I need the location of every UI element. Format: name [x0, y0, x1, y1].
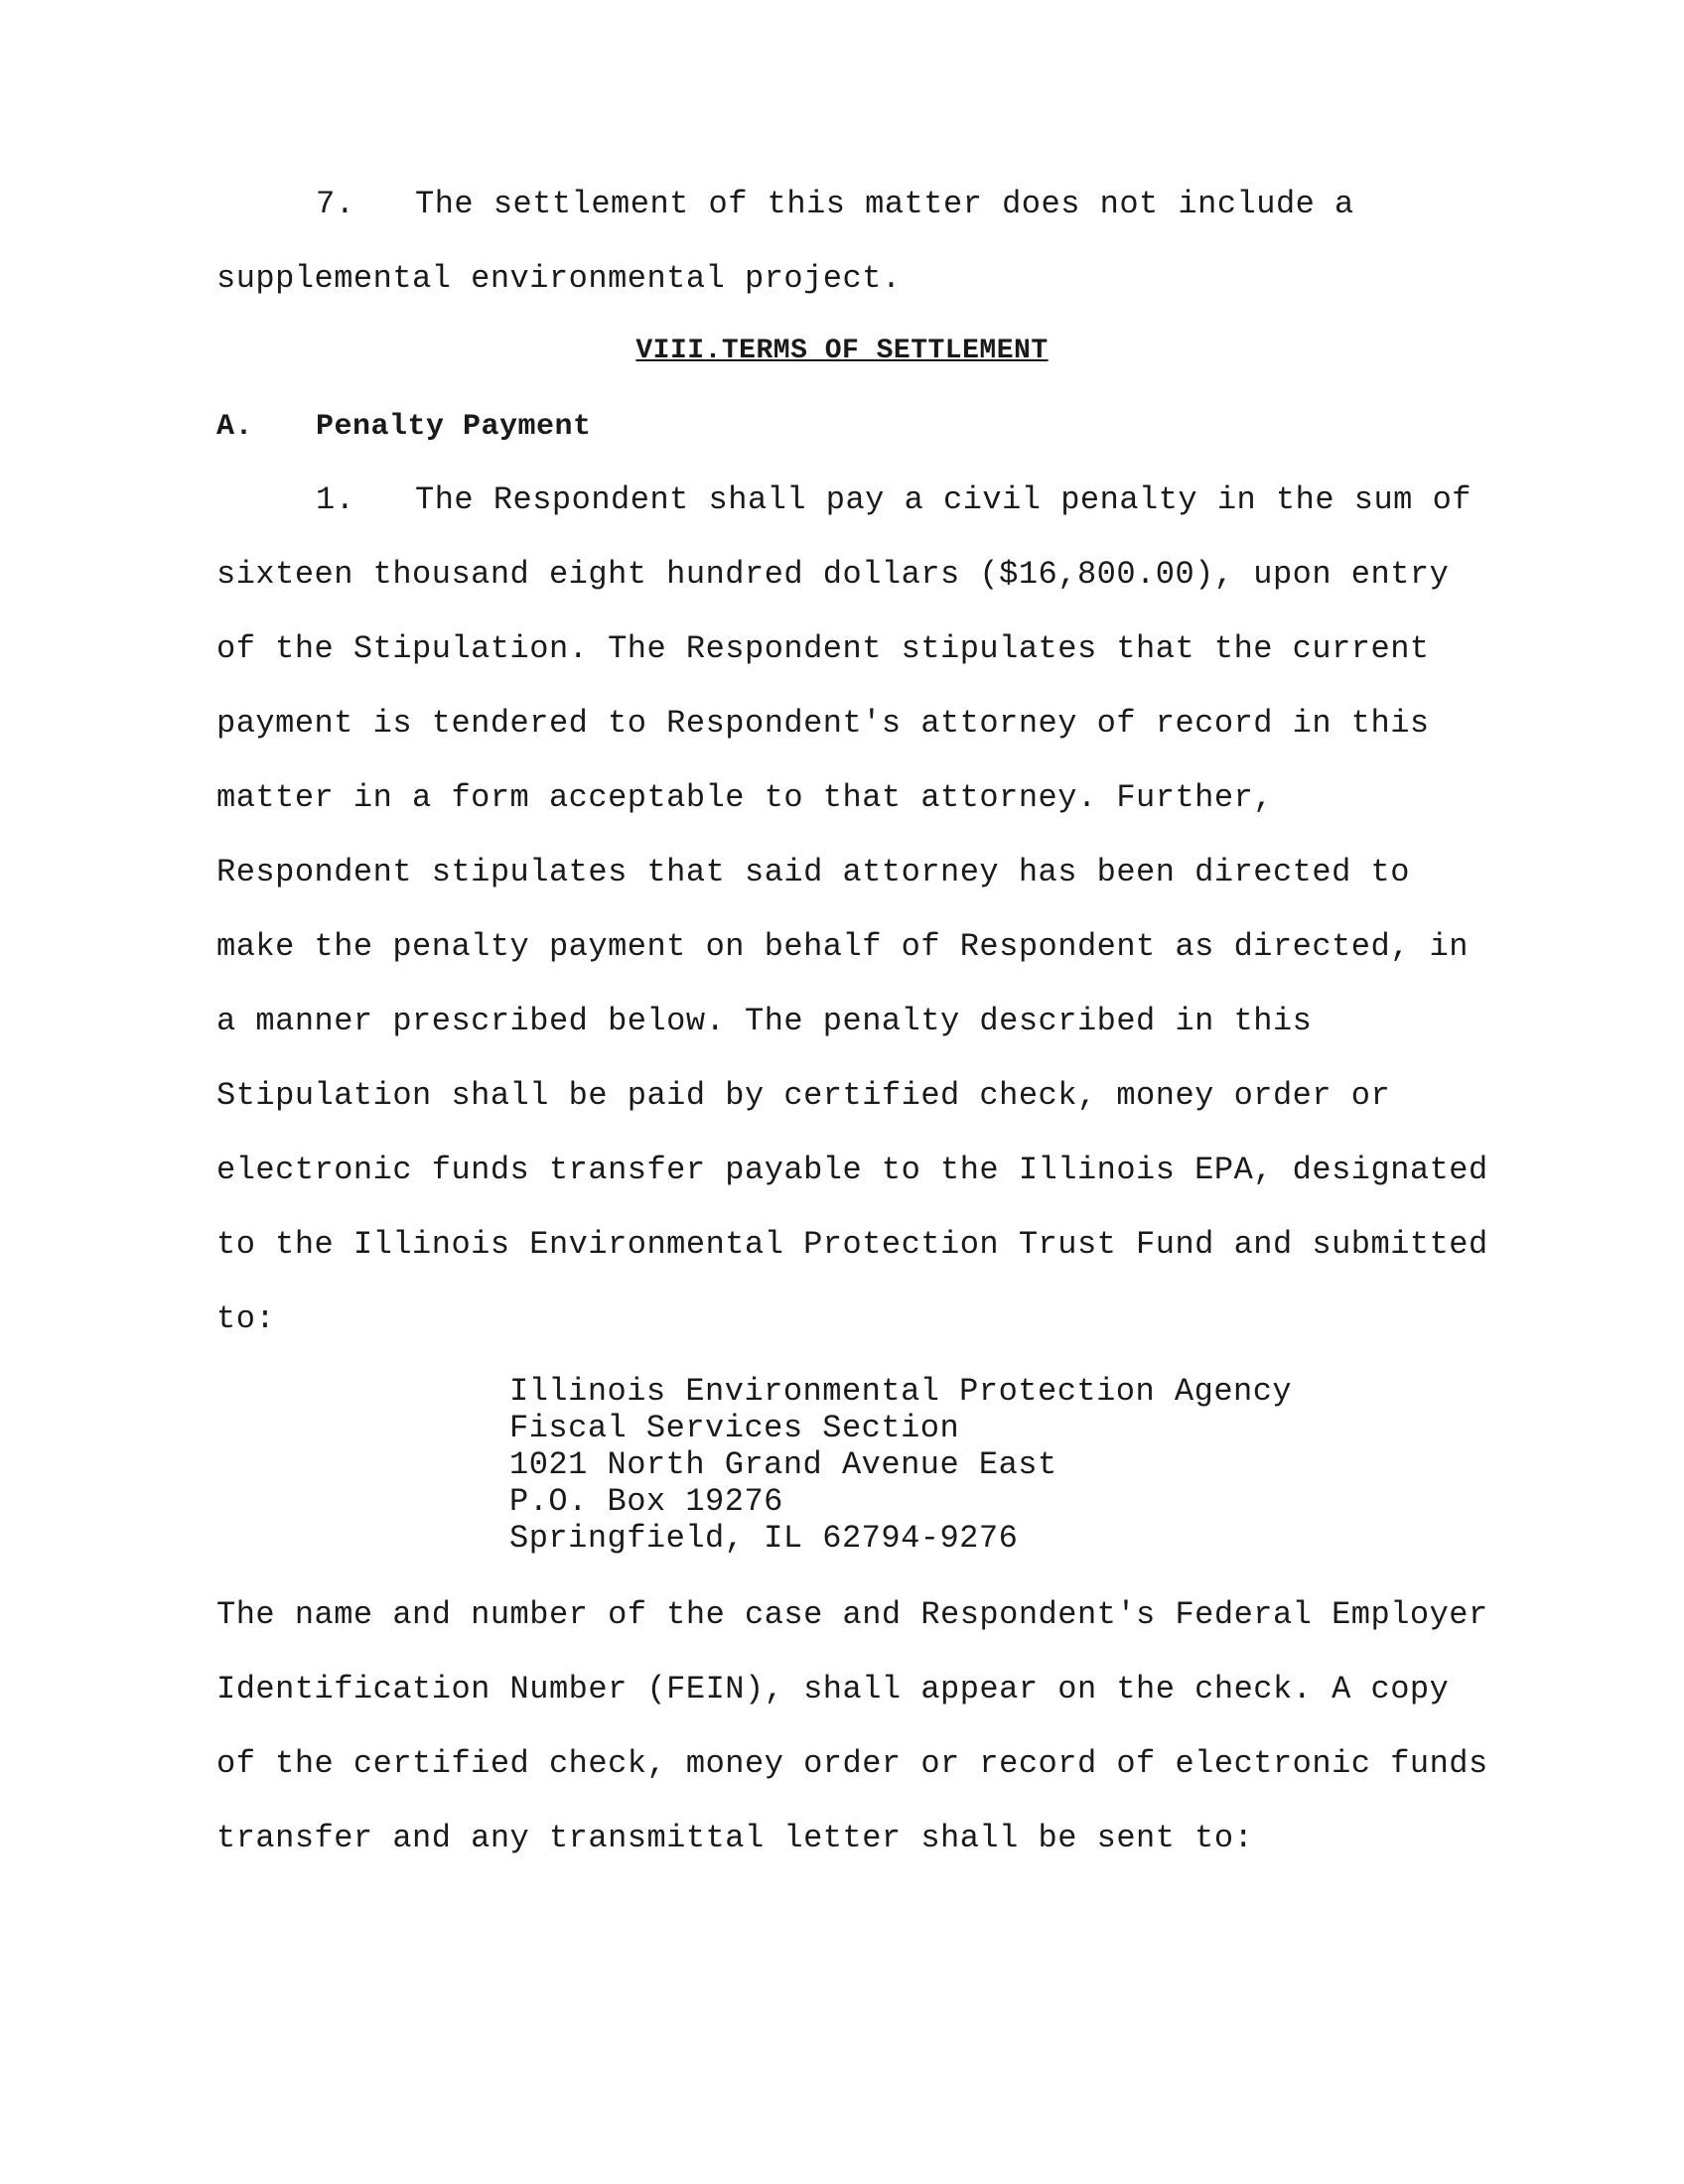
closing-paragraph-line-4: transfer and any transmittal letter shall be sent to: [216, 1820, 1254, 1856]
paragraph-7-number: 7. [316, 186, 355, 222]
address-line-4: P.O. Box 19276 [509, 1483, 783, 1520]
address-line-1: Illinois Environmental Protection Agency [509, 1373, 1293, 1410]
payment-paragraph-line-9: Stipulation shall be paid by certified check, money order or [216, 1077, 1391, 1114]
closing-paragraph-line-1: The name and number of the case and Respondent's Federal Employer [216, 1596, 1488, 1633]
address-line-2: Fiscal Services Section [509, 1410, 960, 1446]
payment-paragraph-line-11: to the Illinois Environmental Protection Trust Fund and submitted [216, 1226, 1488, 1263]
subsection-heading [216, 407, 592, 447]
address-line-3: 1021 North Grand Avenue East [509, 1446, 1057, 1483]
payment-paragraph-line-1 [316, 480, 1472, 520]
payment-paragraph-line-10: electronic funds transfer payable to the Illinois EPA, designated [216, 1152, 1488, 1188]
subsection-label: A. [216, 410, 254, 444]
paragraph-7-line-2: supplemental environmental project. [216, 260, 902, 297]
payment-paragraph-line-6: Respondent stipulates that said attorney has been directed to [216, 854, 1410, 890]
payment-paragraph-number: 1. [316, 481, 355, 518]
payment-paragraph-line-8: a manner prescribed below. The penalty described in this [216, 1003, 1313, 1039]
address-line-5: Springfield, IL 62794-9276 [509, 1520, 1019, 1557]
payment-paragraph-line-4: payment is tendered to Respondent's attorney of record in this [216, 705, 1430, 742]
section-heading: VIII.TERMS OF SETTLEMENT [635, 336, 1049, 366]
payment-paragraph-line-7: make the penalty payment on behalf of Respondent as directed, in [216, 928, 1469, 965]
payment-paragraph-line-5: matter in a form acceptable to that attorney. Further, [216, 779, 1273, 816]
subsection-title: Penalty Payment [316, 410, 592, 444]
closing-paragraph-line-3: of the certified check, money order or record of electronic funds [216, 1745, 1488, 1782]
closing-paragraph-line-2: Identification Number (FEIN), shall appear on the check. A copy [216, 1671, 1450, 1707]
paragraph-7-text: The settlement of this matter does not include a [415, 186, 1354, 222]
payment-paragraph-line-3: of the Stipulation. The Respondent stipulates that the current [216, 630, 1430, 667]
paragraph-7-line-1 [316, 185, 1354, 224]
payment-paragraph-line-12: to: [216, 1300, 276, 1337]
payment-paragraph-text: The Respondent shall pay a civil penalty in the sum of [415, 481, 1472, 518]
payment-paragraph-line-2: sixteen thousand eight hundred dollars ($16,800.00), upon entry [216, 556, 1450, 593]
